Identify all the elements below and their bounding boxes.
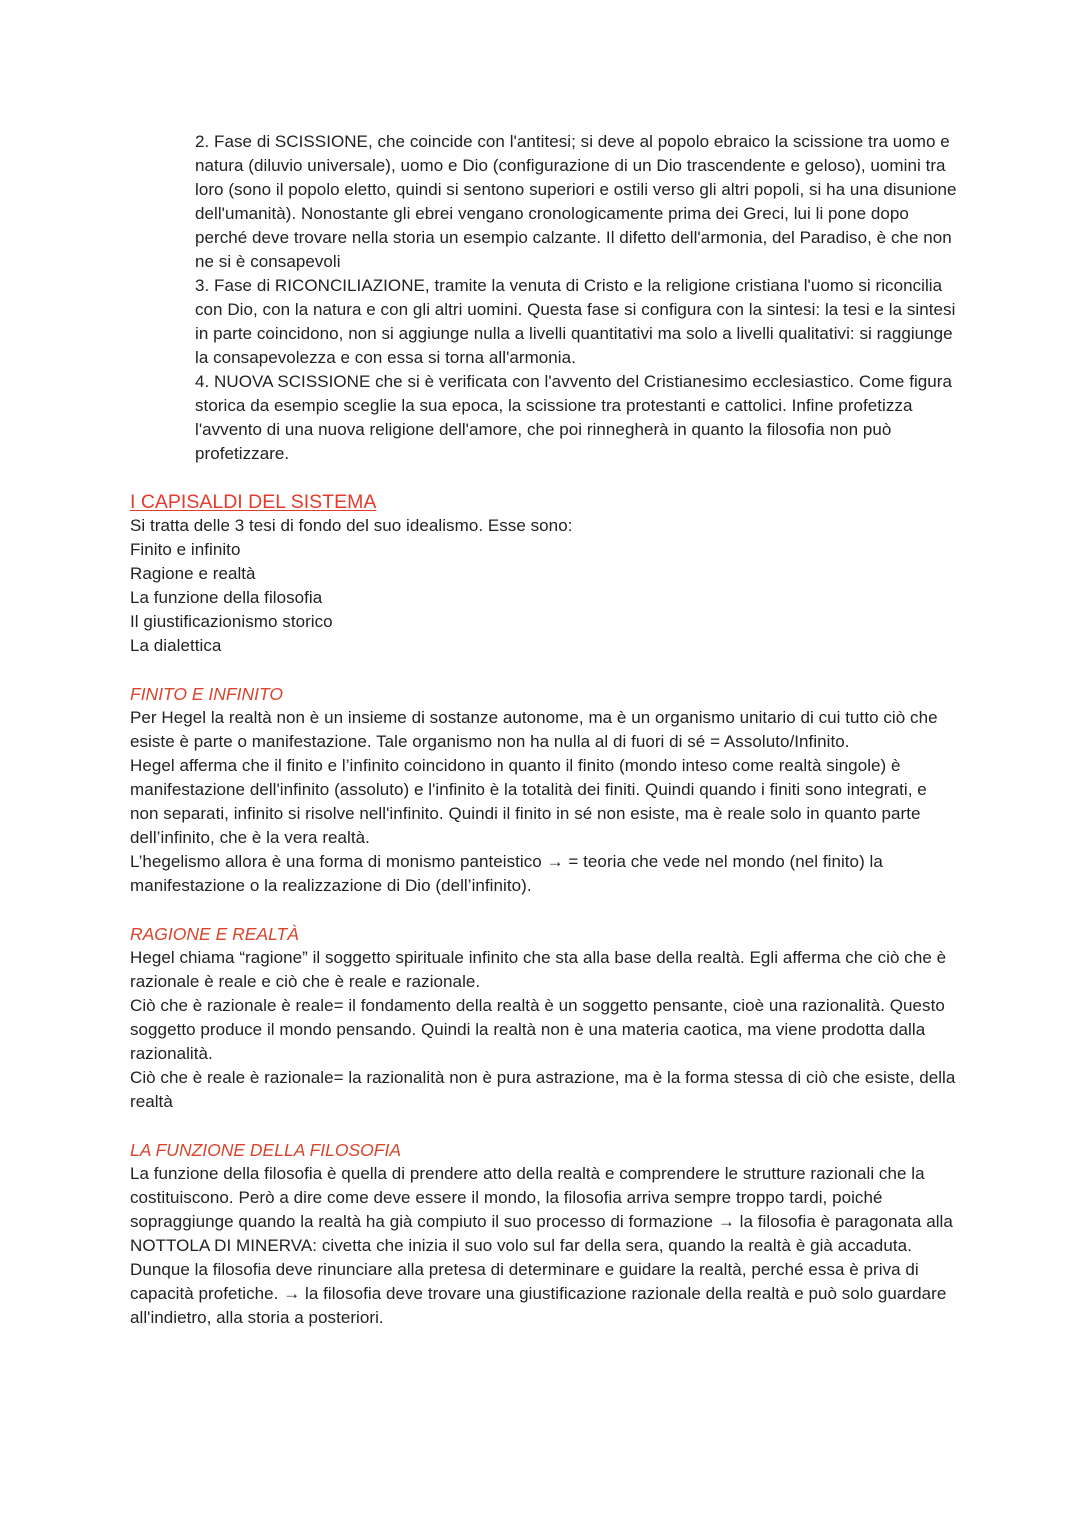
capisaldi-intro: Si tratta delle 3 tesi di fondo del suo idealismo. Esse sono: (130, 516, 573, 535)
phase-2-paragraph: 2. Fase di SCISSIONE, che coincide con l'antitesi; si deve al popolo ebraico la scissione tra uomo e natura (diluvio universale), uomo e Dio (configurazione di un Dio trascendente e geloso), uomini tra loro (sono il popolo eletto, quindi si sentono superiori e ostili verso gli altri popoli, si ha una disunione dell'umanità). Nonostante gli ebrei vengano cronologicamente prima dei Greci, lui li pone dopo perché deve trovare nella storia un esempio calzante. Il difetto dell'armonia, del Paradiso, è che non ne si è consapevoli (195, 132, 957, 271)
section-finito (130, 682, 960, 898)
capisaldi-item: Il giustificazionismo storico (130, 612, 333, 631)
phase-3-paragraph: 3. Fase di RICONCILIAZIONE, tramite la venuta di Cristo e la religione cristiana l'uomo si riconcilia con Dio, con la natura e con gli altri uomini. Questa fase si configura con la sintesi: la tesi e la sintesi in parte coincidono, non si aggiunge nulla a livelli quantitativi ma solo a livelli qualitativi: si raggiunge la consapevolezza e con essa si torna all'armonia. (195, 276, 956, 367)
section-funzione (130, 1138, 960, 1330)
capisaldi-item: Ragione e realtà (130, 564, 256, 583)
heading-funzione: LA FUNZIONE DELLA FILOSOFIA (130, 1140, 401, 1160)
capisaldi-item: Finito e infinito (130, 540, 241, 559)
ragione-paragraph-2: Ciò che è razionale è reale= il fondamento della realtà è un soggetto pensante, cioè una razionalità. Questo soggetto produce il mondo pensando. Quindi la realtà non è una materia caotica, ma viene prodotta dalla razionalità. (130, 996, 945, 1063)
section-ragione (130, 922, 960, 1114)
spacer (130, 1114, 960, 1138)
capisaldi-item: La funzione della filosofia (130, 588, 323, 607)
spacer (130, 898, 960, 922)
spacer (130, 658, 960, 682)
heading-ragione: RAGIONE E REALTÀ (130, 924, 299, 944)
finito-paragraph-1: Per Hegel la realtà non è un insieme di sostanze autonome, ma è un organismo unitario di cui tutto ciò che esiste è parte o manifestazione. Tale organismo non ha nulla al di fuori di sé = Assoluto/Infinito. (130, 708, 938, 751)
funzione-paragraph-2: Dunque la filosofia deve rinunciare alla pretesa di determinare e guidare la realtà, perché essa è priva di capacità profetiche. → la filosofia deve trovare una giustificazione razionale della realtà e può solo guardare all'indietro, alla storia a posteriori. (130, 1260, 947, 1327)
section-capisaldi (130, 490, 960, 658)
phases-list (195, 130, 965, 466)
finito-paragraph-2: Hegel afferma che il finito e l’infinito coincidono in quanto il finito (mondo inteso come realtà singole) è manifestazione dell'infinito (assoluto) e l'infinito è la totalità dei finiti. Quindi quando i finiti sono integrati, e non separati, infinito si risolve nell'infinito. Quindi il finito in sé non esiste, ma è reale solo in quanto parte dell’infinito, che è la vera realtà. (130, 756, 927, 847)
heading-finito: FINITO E INFINITO (130, 684, 283, 704)
phase-4-paragraph: 4. NUOVA SCISSIONE che si è verificata con l'avvento del Cristianesimo ecclesiastico. Come figura storica da esempio sceglie la sua epoca, la scissione tra protestanti e cattolici. Infine profetizza l'avvento di una nuova religione dell'amore, che poi rinnegherà in quanto la filosofia non può profetizzare. (195, 372, 953, 463)
main-content (130, 490, 960, 1330)
finito-paragraph-3: L’hegelismo allora è una forma di monismo panteistico → = teoria che vede nel mondo (nel finito) la manifestazione o la realizzazione di Dio (dell’infinito). (130, 852, 883, 895)
ragione-paragraph-3: Ciò che è reale è razionale= la razionalità non è pura astrazione, ma è la forma stessa di ciò che esiste, della realtà (130, 1068, 956, 1111)
heading-capisaldi: I CAPISALDI DEL SISTEMA (130, 491, 377, 513)
funzione-paragraph-1: La funzione della filosofia è quella di prendere atto della realtà e comprendere le strutture razionali che la costituiscono. Però a dire come deve essere il mondo, la filosofia arriva sempre troppo tardi, poiché sopraggiunge quando la realtà ha già compiuto il suo processo di formazione → la filosofia è paragonata alla NOTTOLA DI MINERVA: civetta che inizia il suo volo sul far della sera, quando la realtà è già accaduta. (130, 1164, 953, 1255)
capisaldi-item: La dialettica (130, 636, 222, 655)
ragione-paragraph-1: Hegel chiama “ragione” il soggetto spirituale infinito che sta alla base della realtà. Egli afferma che ciò che è razionale è reale e ciò che è reale e razionale. (130, 948, 947, 991)
